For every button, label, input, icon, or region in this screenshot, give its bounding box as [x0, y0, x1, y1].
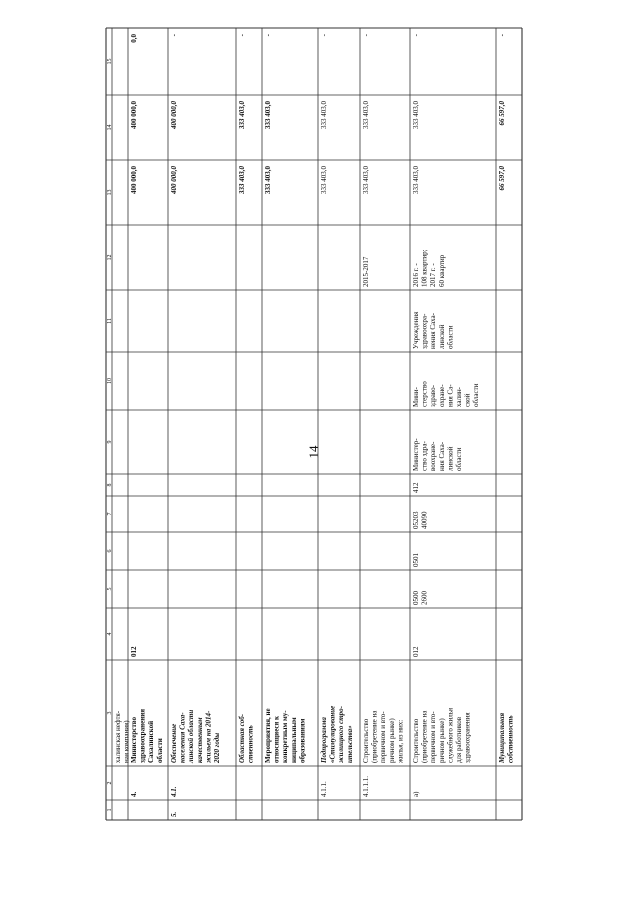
cell-line: -: [498, 34, 506, 37]
cell-c13: [320, 166, 328, 195]
cell-c9: [412, 438, 463, 471]
cell-line: халинская нефтя-: [114, 710, 122, 763]
cell-line: 108 квартир;: [420, 249, 429, 287]
cell-line: 333 403,0: [412, 166, 420, 194]
cell-line: нения Саха-: [429, 313, 438, 349]
cell-c3: [264, 708, 306, 763]
cell-line: 2017 г. -: [429, 263, 438, 287]
cell-line: 4.1.1.: [320, 781, 328, 797]
cell-c12: [412, 249, 446, 287]
column-number: 2: [107, 781, 113, 785]
column-number: 11: [107, 318, 113, 324]
cell-c13: [264, 166, 272, 195]
cell-c14: [130, 101, 138, 130]
cell-line: Министер-: [412, 438, 420, 471]
cell-line: первичном и вто-: [379, 711, 388, 763]
cell-line: области: [446, 325, 455, 349]
cell-c2: [320, 781, 328, 797]
cell-line: -: [238, 34, 246, 37]
cell-line: 40090: [420, 511, 429, 529]
cell-line: ная компания): [122, 720, 131, 763]
cell-line: 400 000,0: [170, 166, 178, 194]
cell-line: Мини-: [412, 387, 420, 407]
cell-c3: [412, 707, 472, 763]
cell-line: конкретным му-: [281, 710, 290, 763]
cell-line: Муниципальная: [498, 712, 506, 763]
cell-c3: [238, 713, 255, 763]
cell-line: здравоохранения: [463, 712, 472, 763]
cell-c12: [362, 256, 370, 287]
cell-line: -: [320, 34, 328, 37]
cell-c8: [412, 482, 420, 493]
column-number: 12: [107, 254, 113, 261]
cell-line: населения Саха-: [178, 712, 187, 763]
cell-c2: [412, 791, 420, 797]
cell-line: -: [362, 34, 370, 37]
cell-c13: [362, 166, 370, 195]
cell-line: 4.1.: [170, 786, 178, 797]
cell-line: относящиеся к: [272, 715, 281, 763]
cell-line: 4.: [130, 791, 138, 797]
cell-line: первичном и вто-: [429, 711, 438, 763]
cell-line: ния Са-: [446, 384, 455, 407]
column-number: 6: [107, 549, 113, 553]
cell-line: 05203: [412, 511, 420, 529]
cell-line: Строительство: [412, 718, 420, 763]
cell-line: халин-: [455, 387, 463, 407]
cell-line: Учреждения: [412, 311, 420, 349]
cell-c6: [412, 553, 420, 568]
cell-line: собственность: [506, 715, 515, 763]
cell-c15: [130, 34, 138, 43]
cell-c10: [412, 381, 480, 407]
cell-c7: [412, 511, 429, 529]
cell-c14: [362, 101, 370, 130]
cell-line: Обеспечение: [170, 723, 178, 763]
cell-c13: [498, 166, 506, 191]
cell-line: жильем на 2014-: [204, 710, 213, 763]
cell-line: ния Саха-: [437, 441, 446, 471]
cell-line: 66 597,0: [498, 101, 506, 126]
cell-c13: [412, 166, 420, 195]
cell-line: линской области: [187, 709, 196, 763]
cell-c14: [320, 101, 328, 130]
cell-c13: [238, 166, 246, 196]
cell-line: Строительство: [362, 718, 370, 763]
cell-c3: [498, 713, 515, 764]
cell-line: 400 000,0: [130, 166, 138, 194]
cell-c4: [130, 646, 138, 657]
page-number: 14: [306, 445, 321, 459]
column-number: 4: [107, 632, 113, 636]
cell-c2: [130, 792, 138, 798]
cell-line: ственность: [246, 725, 255, 763]
column-number: 14: [107, 124, 113, 131]
cell-c2: [362, 776, 370, 797]
cell-line: 012: [412, 646, 420, 657]
cell-line: Министерство: [130, 716, 138, 763]
cell-line: 333 403,0: [362, 101, 370, 129]
cell-line: 333 403,0: [264, 166, 272, 194]
cell-c15: [412, 33, 420, 36]
cell-c11: [412, 311, 454, 349]
cell-c15: [320, 33, 328, 36]
cell-c2: [170, 786, 178, 798]
cell-line: 333 403,0: [238, 166, 246, 194]
cell-c3: [320, 705, 354, 764]
cell-line: 333 403,0: [264, 101, 272, 129]
cell-line: области: [155, 738, 164, 763]
cell-line: жилья, из них:: [396, 719, 405, 763]
cell-line: 4.1.1.1.: [362, 776, 370, 797]
cell-line: жилищного стро-: [337, 706, 346, 763]
cell-line: области: [455, 447, 463, 471]
cell-line: здравоохранения: [138, 708, 147, 763]
cell-line: 400 000,0: [170, 101, 178, 129]
cell-line: 412: [412, 482, 420, 493]
column-number: 15: [107, 58, 113, 65]
cell-line: 2020 годы: [213, 732, 221, 763]
cell-c13: [170, 166, 178, 196]
cell-c15: [238, 33, 246, 36]
cell-line: Мероприятия, не: [264, 708, 272, 763]
cell-line: стерство: [420, 381, 429, 407]
cell-line: здраво-: [429, 385, 438, 407]
cell-c14: [498, 101, 506, 126]
cell-c15: [362, 33, 370, 36]
column-number: 13: [107, 189, 113, 196]
column-number: 10: [107, 378, 113, 384]
cell-line: Областная соб-: [238, 713, 246, 763]
cell-line: а): [412, 791, 420, 797]
cell-c14: [170, 101, 178, 131]
cell-line: 333 403,0: [412, 101, 420, 129]
cell-line: 2015-2017: [362, 256, 370, 287]
cell-line: 0501: [412, 553, 420, 567]
cell-line: линской: [437, 324, 446, 349]
cell-line: ниципальным: [289, 717, 298, 763]
cell-line: здравоохра-: [420, 313, 429, 349]
cell-line: ительства»: [345, 725, 354, 763]
cell-line: для работников: [455, 716, 463, 763]
cell-c3: [362, 710, 404, 764]
cell-line: 012: [130, 646, 138, 657]
column-number: 1: [107, 808, 113, 812]
cell-line: 400 000,0: [130, 101, 138, 129]
cell-c14: [238, 101, 246, 131]
cell-c3: [130, 709, 164, 763]
cell-line: -: [170, 34, 178, 37]
column-number: 8: [107, 483, 113, 487]
cell-c15: [170, 33, 178, 36]
cell-line: Сахалинской: [147, 720, 156, 763]
cell-line: 0,0: [130, 34, 138, 43]
cell-line: ричном рынке): [437, 718, 446, 763]
column-number: 7: [107, 512, 113, 516]
cell-line: -: [264, 34, 272, 37]
cell-line: ричном рынке): [387, 718, 396, 763]
cell-line: 333 403,0: [362, 166, 370, 194]
cell-line: Подпрограмма: [320, 717, 328, 763]
cell-c14: [264, 101, 272, 130]
cell-c1: [170, 812, 178, 818]
column-number: 5: [107, 587, 113, 591]
cell-line: образованиям: [298, 718, 307, 763]
cell-c13: [130, 166, 138, 195]
cell-line: 66 597,0: [498, 166, 506, 191]
cell-c5: [412, 591, 429, 606]
cell-line: 333 403,0: [238, 101, 246, 129]
cell-line: 5.: [170, 811, 178, 817]
cell-line: ство здра-: [420, 441, 429, 471]
cell-line: (приобретение на: [420, 710, 429, 763]
cell-line: 333 403,0: [320, 166, 328, 194]
cell-c15: [498, 33, 506, 36]
cell-line: (приобретение на: [370, 710, 379, 763]
cell-line: 0500: [412, 591, 420, 605]
cell-line: охране-: [437, 384, 446, 407]
cell-line: воохране-: [429, 441, 438, 471]
table-grid: [106, 28, 522, 820]
cell-line: служебного жилья: [446, 707, 455, 763]
column-number: 3: [107, 711, 113, 715]
cell-line: линской: [446, 446, 455, 471]
cell-line: 2600: [420, 591, 429, 605]
cell-c14: [412, 101, 420, 130]
cell-line: ской: [463, 393, 472, 407]
cell-line: 60 квартир: [437, 254, 446, 287]
cell-line: 333 403,0: [320, 101, 328, 129]
cell-c4: [412, 646, 420, 657]
cell-c15: [264, 33, 272, 36]
cell-line: 2016 г. -: [412, 263, 420, 287]
cell-line: области: [472, 383, 481, 407]
cell-c3: [170, 710, 221, 764]
cell-line: «Стимулирование: [328, 705, 337, 763]
cell-line: качественным: [195, 717, 204, 763]
cell-line: -: [412, 34, 420, 37]
column-number: 9: [107, 440, 113, 444]
